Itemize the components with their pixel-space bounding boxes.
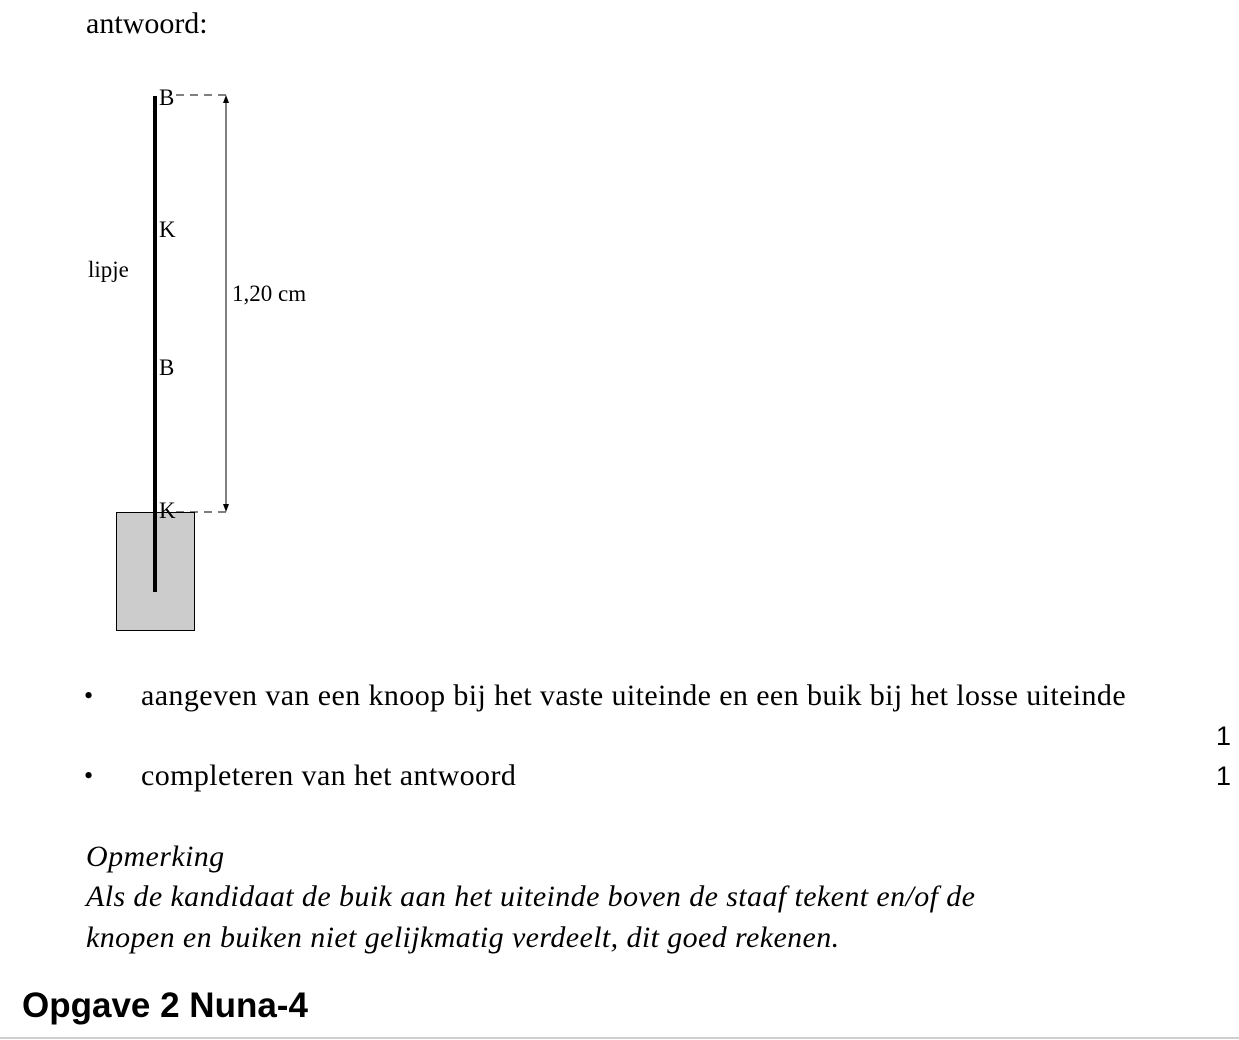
node-label-k-bottom: K — [159, 498, 176, 523]
criterion-item — [0, 676, 1239, 756]
bullet-icon: • — [84, 761, 94, 790]
dimension-arrow-bottom — [223, 504, 229, 512]
criterion-text: completeren van het antwoord — [141, 759, 517, 792]
remark-line-2: knopen en buiken niet gelijkmatig verdeelt, dit goed rekenen. — [86, 921, 840, 954]
dimension-arrow-top — [223, 95, 229, 103]
bullet-icon: • — [84, 681, 94, 710]
answer-label: antwoord: — [86, 7, 208, 40]
node-label-b-middle: B — [159, 355, 175, 380]
node-label-b-top: B — [159, 85, 175, 110]
criterion-text: aangeven van een knoop bij het vaste uiteinde en een buik bij het losse uiteinde — [141, 679, 1127, 712]
page-bottom-divider — [0, 1037, 1239, 1039]
criterion-score: 1 — [1215, 761, 1231, 791]
criterion-score: 1 — [1215, 721, 1231, 751]
length-dimension-label: 1,20 cm — [232, 281, 307, 306]
section-heading: Opgave 2 Nuna-4 — [22, 986, 308, 1025]
criterion-item — [0, 756, 1239, 796]
node-label-k-upper: K — [159, 217, 176, 242]
remark-line-1: Als de kandidaat de buik aan het uiteinde boven de staaf tekent en/of de — [86, 880, 976, 913]
lipje-label: lipje — [88, 257, 129, 282]
remark-title: Opmerking — [86, 840, 225, 873]
